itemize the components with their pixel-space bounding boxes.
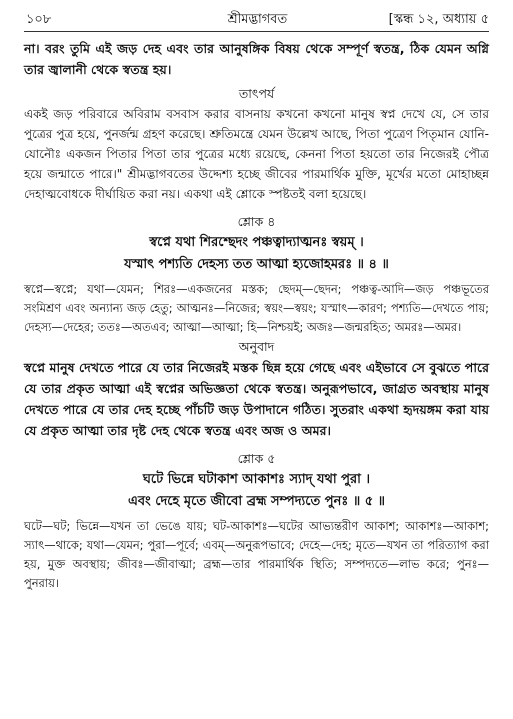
purport-heading: তাৎপর্য xyxy=(238,86,275,101)
chapter-reference: [স্কন্ধ ১২, অধ্যায় ৫ xyxy=(388,12,489,27)
page-header xyxy=(26,10,489,28)
verse-5-line-1: ঘটে ভিন্নে ঘটাকাশ আকাশঃ স্যাদ্ যথা পুরা । xyxy=(142,472,371,487)
verse-5-line-2: এবং দেহে মৃতে জীবো ব্রহ্ম সম্পদ্যতে পুনঃ ॥ ৫ ॥ xyxy=(127,494,386,509)
verse-4-translation: স্বপ্নে মানুষ দেখতে পারে যে তার নিজেরই মস্তক ছিন্ন হয়ে গেছে এবং এইভাবে সে বুঝতে পারে যে তার প্রকৃত আত্মা এই স্বপ্নের অভিজ্ঞতা থেকে স্বতন্ত্র। অনুরূপভাবে, জাগ্রত অবস্থায় মানুষ দেখতে পারে যে তার দেহ হচ্ছে পাঁচটি জড় উপাদানে গঠিত। সুতরাং একথা হৃদয়ঙ্গম করা যায় যে প্রকৃত আত্মা তার দৃষ্ট দেহ থেকে স্বতন্ত্র এবং অজ ও অমর। xyxy=(24,360,489,438)
verse-5-word-gloss: ঘটে—ঘট; ভিন্নে—যখন তা ভেঙে যায়; ঘট-আকাশঃ—ঘটের আভ্যন্তরীণ আকাশ; আকাশঃ—আকাশ; স্যাৎ—থাকে; যথা—যেমন; পুরা—পূর্বে; এবম্—অনুরূপভাবে; দেহে—দেহ; মৃতে—যখন তা পরিত্যাগ করা হয়, মুক্ত অবস্থায়; জীবঃ—জীবাত্মা; ব্রহ্ম—তার পারমার্থিক স্থিতি; সম্পদ্যতে—লাভ করে; পুনঃ—পুনরায়। xyxy=(24,519,489,590)
header-divider xyxy=(24,31,489,32)
verse-4-translation-heading: অনুবাদ xyxy=(238,339,275,354)
translation-continuation: না। বরং তুমি এই জড় দেহ এবং তার আনুষঙ্গিক বিষয় থেকে সম্পূর্ণ স্বতন্ত্র, ঠিক যেমন অগ্নি তার জ্বালানী থেকে স্বতন্ত্র হয়। xyxy=(24,41,489,77)
book-title: শ্রীমদ্ভাগবত xyxy=(227,12,288,27)
purport-text: একই জড় পরিবারে অবিরাম বসবাস করার বাসনায় কখনো কখনো মানুষ স্বপ্ন দেখে যে, সে তার পুত্রের পুত্র হয়ে, পুনর্জন্ম গ্রহণ করেছে। শ্রুতিমন্ত্রে যেমন উল্লেখ আছে, পিতা পুত্রেণ পিতৃমান যোনি-যোনৌঃ একজন পিতার পিতা তার পুত্রের মধ্যে রয়েছে, কেননা পিতা হয়তো তার নিজেরই পৌত্র হয়ে জন্মাতে পারে।" শ্রীমদ্ভাগবতের উদ্দেশ্য হচ্ছে জীবের পারমার্থিক মুক্তি, মূর্খের মতো মোহাচ্ছন্ন দেহাত্মবোধকে দীর্ঘায়িত করা নয়। একথা এই শ্লোকে স্পষ্টতই বলা হয়েছে। xyxy=(24,107,489,201)
verse-4-line-2: যস্মাৎ পশ্যতি দেহস্য তত আত্মা হ্যজোহমরঃ ॥ ৪ ॥ xyxy=(124,257,389,272)
verse-4-line-1: স্বপ্নে যথা শিরশ্ছেদং পঞ্চত্বাদ্যাত্মনঃ স্বয়ম্ । xyxy=(149,235,364,250)
page-number: ১০৮ xyxy=(26,12,52,27)
verse-4-heading: শ্লোক ৪ xyxy=(237,214,276,229)
verse-4-word-gloss: স্বপ্নে—স্বপ্নে; যথা—যেমন; শিরঃ—একজনের মস্তক; ছেদম্—ছেদন; পঞ্চত্ব-আদি—জড় পঞ্চভূতের সংমিশ্রণ এবং অন্যান্য জড় হেতু; আত্মনঃ—নিজের; স্বয়ং—স্বয়ং; যস্মাৎ—কারণ; পশ্যতি—দেখতে পায়; দেহস্য—দেহের; ততঃ—অতএব; আত্মা—আত্মা; হি—নিশ্চয়ই; অজঃ—জন্মরহিত; অমরঃ—অমর। xyxy=(24,282,489,334)
verse-5-heading: শ্লোক ৫ xyxy=(237,451,276,466)
page-content xyxy=(24,38,489,593)
